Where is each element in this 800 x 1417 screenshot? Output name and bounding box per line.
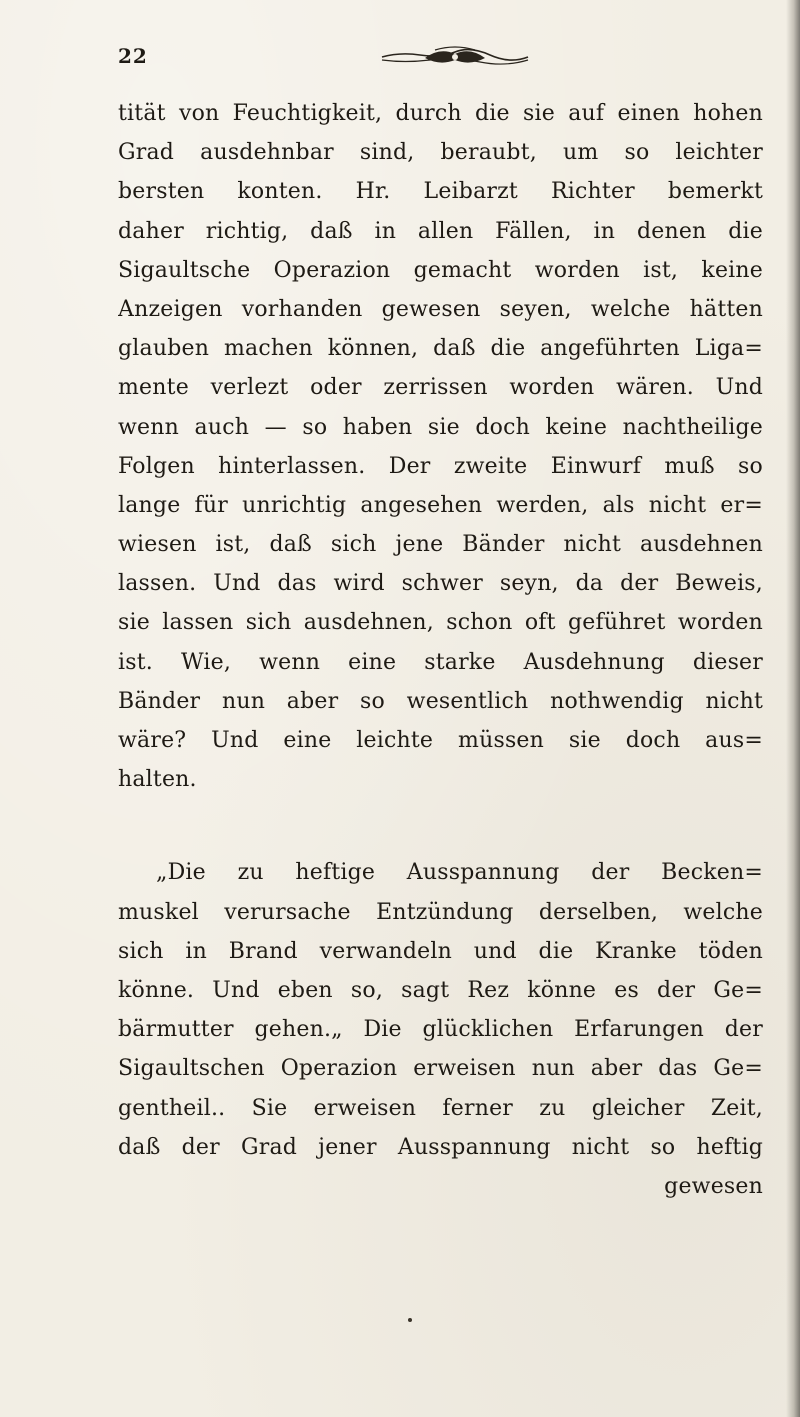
text-line: lassen. Und das wird schwer seyn, da der Beweis, <box>118 571 763 597</box>
text-line: lange für unrichtig angesehen werden, als nicht er= <box>118 492 763 518</box>
body-text <box>118 94 763 1206</box>
text-line: sich in Brand verwandeln und die Kranke töden <box>118 938 763 964</box>
text-line: wiesen ist, daß sich jene Bänder nicht ausdehnen <box>118 532 763 558</box>
page-number: 22 <box>118 44 148 68</box>
text-line: Bänder nun aber so wesentlich nothwendig nicht <box>118 688 763 714</box>
text-line: mente verlezt oder zerrissen worden wären. Und <box>118 375 763 401</box>
text-line: „Die zu heftige Ausspannung der Becken= <box>156 860 763 886</box>
paragraph-gap <box>118 799 763 853</box>
text-line: daher richtig, daß in allen Fällen, in denen die <box>118 218 763 244</box>
text-line: wäre? Und eine leichte müssen sie doch aus= <box>118 728 763 753</box>
text-line: halten. <box>118 767 197 793</box>
text-line: daß der Grad jener Ausspannung nicht so heftig <box>118 1134 763 1160</box>
catchword: gewesen <box>664 1173 763 1199</box>
text-line: könne. Und eben so, sagt Rez könne es der Ge= <box>118 977 763 1003</box>
text-line: Grad ausdehnbar sind, beraubt, um so leichter <box>118 140 763 166</box>
text-line: Anzeigen vorhanden gewesen seyen, welche hätten <box>118 296 763 322</box>
text-line: Sigaultsche Operazion gemacht worden ist, keine <box>118 257 763 283</box>
text-line: glauben machen können, daß die angeführten Liga= <box>118 336 763 362</box>
text-line: Sigaultschen Operazion erweisen nun aber das Ge= <box>118 1056 763 1082</box>
text-line: muskel verursache Entzündung derselben, welche <box>118 899 763 925</box>
paper-speck <box>408 1318 412 1322</box>
page-edge-shadow <box>786 0 800 1417</box>
text-line: bärmutter gehen.„ Die glücklichen Erfarungen der <box>118 1017 763 1043</box>
text-line: gentheil.. Sie erweisen ferner zu gleicher Zeit, <box>118 1095 763 1121</box>
text-line: sie lassen sich ausdehnen, schon oft geführet worden <box>118 610 763 636</box>
text-line: ist. Wie, wenn eine starke Ausdehnung dieser <box>118 649 763 675</box>
header-ornament-icon <box>380 46 530 68</box>
text-line: tität von Feuchtigkeit, durch die sie auf einen hohen <box>118 101 763 126</box>
text-line: Folgen hinterlassen. Der zweite Einwurf muß so <box>118 453 763 479</box>
text-line: bersten konten. Hr. Leibarzt Richter bemerkt <box>118 179 763 205</box>
text-line: wenn auch — so haben sie doch keine nachtheilige <box>118 414 763 440</box>
